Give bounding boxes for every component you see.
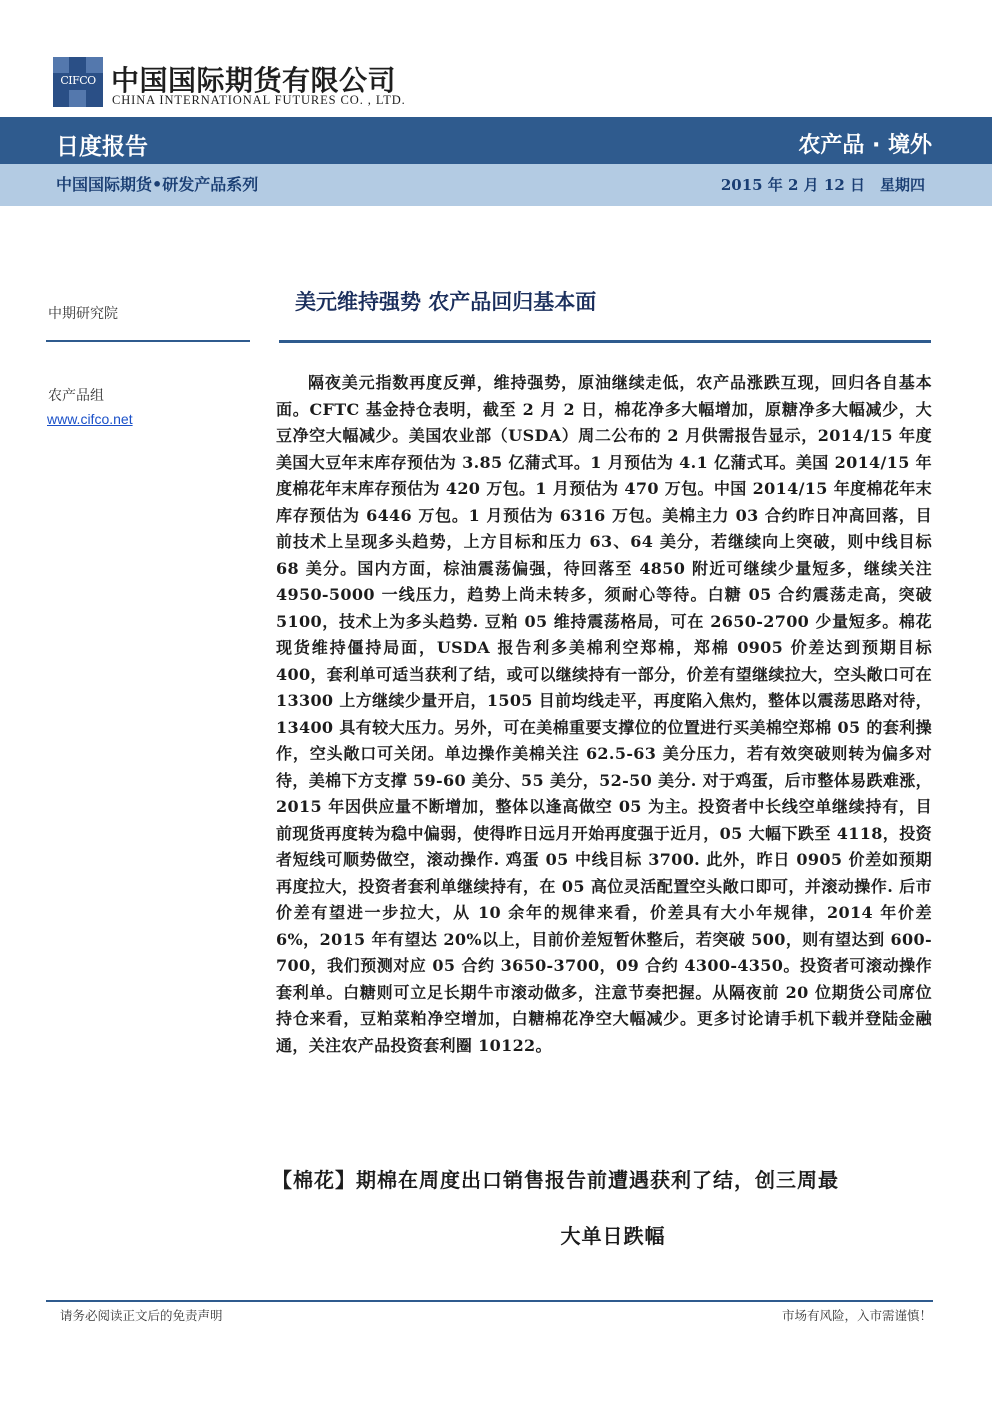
- website-link[interactable]: www.cifco.net: [47, 411, 133, 427]
- footer-risk-notice: 市场有风险，入市需谨慎！: [781, 1308, 932, 1323]
- subheading-line-2: 大单日跌幅: [560, 1224, 666, 1248]
- subheading-line-1: 【棉花】期棉在周度出口销售报告前遭遇获利了结，创三周最: [272, 1168, 839, 1192]
- company-name-cn: 中国国际期货有限公司: [111, 64, 397, 97]
- footer-disclaimer: 请务必阅读正文后的免责声明: [60, 1308, 223, 1323]
- report-series: 中国国际期货•研发产品系列: [56, 175, 259, 194]
- section-subheading: [272, 1152, 934, 1264]
- sidebar-group: 农产品组: [48, 388, 104, 404]
- headline: 美元维持强势 农产品回归基本面: [295, 289, 597, 314]
- report-category: 农产品 · 境外: [798, 133, 932, 158]
- company-name-en: CHINA INTERNATIONAL FUTURES CO. , LTD.: [112, 93, 406, 107]
- sidebar-divider: [46, 340, 250, 342]
- footer-divider: [46, 1300, 933, 1302]
- body-paragraph: 隔夜美元指数再度反弹，维持强势，原油继续走低，农产品涨跌互现，回归各自基本面。CFTC 基金持仓表明，截至 2 月 2 日，棉花净多大幅增加，原糖净多大幅减少，大豆净空大幅减少。美国农业部（USDA）周二公布的 2 月供需报告显示，2014/15 年度美国大豆年末库存预估为 3.85 亿蒲式耳。1 月预估为 4.1 亿蒲式耳。美国 2014/15 年度棉花年末库存预估为 420 万包。1 月预估为 470 万包。中国 2014/15 年度棉花年末库存预估为 6446 万包。1 月预估为 6316 万包。美棉主力 03 合约昨日冲高回落，目前技术上呈现多头趋势，上方目标和压力 63、64 美分，若继续向上突破，则中线目标 68 美分。国内方面，棕油震荡偏强，待回落至 4850 附近可继续少量短多，继续关注 4950-5000 一线压力，趋势上尚未转多，须耐心等待。白糖 05 合约震荡走高，突破 5100，技术上为多头趋势. 豆粕 05 维持震荡格局，可在 2650-2700 少量短多。棉花现货维持僵持局面，USDA 报告利多美棉利空郑棉，郑棉 0905 价差达到预期目标 400，套利单可适当获利了结，或可以继续持有一部分，价差有望继续拉大，空头敞口可在 13300 上方继续少量开启，1505 目前均线走平，再度陷入焦灼，整体以震荡思路对待，13400 具有较大压力。另外，可在美棉重要支撑位的位置进行买美棉空郑棉 05 的套利操作，空头敞口可关闭。单边操作美棉关注 62.5-63 美分压力，若有效突破则转为偏多对待，美棉下方支撑 59-60 美分、55 美分，52-50 美分. 对于鸡蛋，后市整体易跌难涨，2015 年因供应量不断增加，整体以逢高做空 05 为主。投资者中长线空单继续持有，目前现货再度转为稳中偏弱，使得昨日远月开始再度强于近月，05 大幅下跌至 4118，投资者短线可顺势做空，滚动操作. 鸡蛋 05 中线目标 3700. 此外，昨日 0905 价差如预期再度拉大，投资者套利单继续持有，在 05 高位灵活配置空头敞口即可，并滚动操作. 后市价差有望进一步拉大，从 10 余年的规律来看，价差具有大小年规律，2014 年价差 6%，2015 年有望达 20%以上，目前价差短暂休整后，若突破 500，则有望达到 600-700，我们预测对应 05 合约 3650-3700，09 合约 4300-4350。投资者可滚动操作套利单。白糖则可立足长期牛市滚动做多，注意节奏把握。从隔夜前 20 位期货公司席位持仓来看，豆粕菜粕净空增加，白糖棉花净空大幅减少。更多讨论请手机下载并登陆金融通，关注农产品投资套利圈 10122。: [276, 373, 932, 1055]
- report-date: 2015 年 2 月 12 日 星期四: [720, 176, 925, 194]
- sidebar-department: 中期研究院: [48, 306, 118, 322]
- company-logo: [53, 57, 103, 107]
- headline-divider: [279, 340, 931, 343]
- logo-text: CIFCO: [60, 74, 96, 87]
- report-type: 日度报告: [56, 134, 148, 160]
